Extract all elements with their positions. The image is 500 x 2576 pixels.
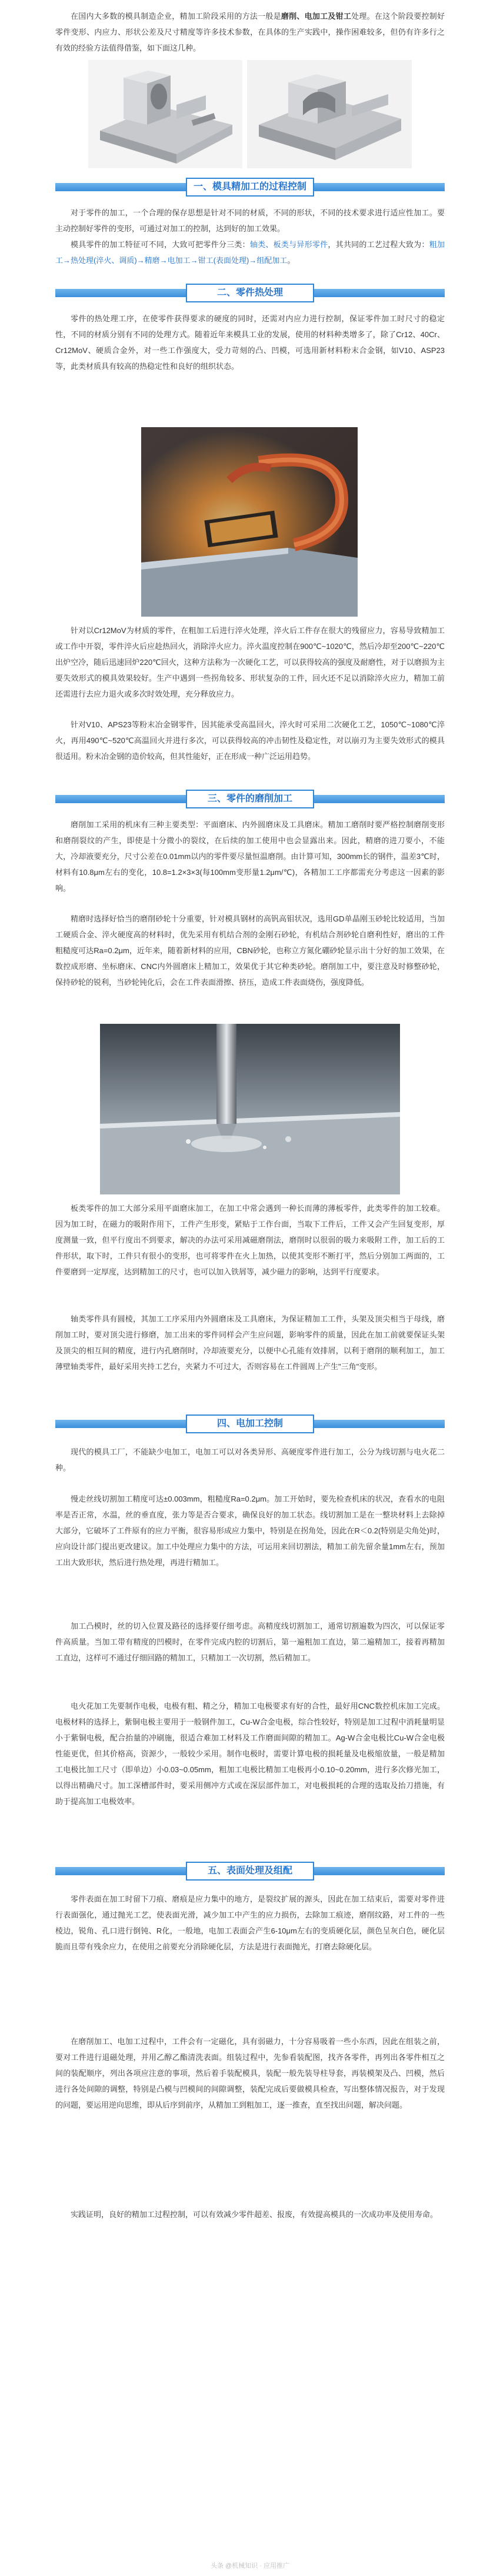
s3-paragraph-4: 轴类零件具有圆棱，其加工工序采用内外圆磨床及工具磨床，为保证精加工工件，头架及顶尖相当于母线，磨削加工时，要对顶尖进行修磨，加工出来的零件同样会产生应问题，影响零件的质量，因此在加工前就要保证头架及顶尖的相互间的精度，进行内孔磨削时，冷却液要充分，以便中心孔能有效排屑，以利于磨削的顺利加工，加工薄壁轴类零件，最好采用夹持工艺台，夹紧力不可过大，否则容易在工件圆周上产生"三角"变形。 bbox=[55, 1314, 445, 1371]
s2-paragraph-1: 零件的热处理工序，在使零件获得要求的硬度的同时，还需对内应力进行控制，保证零件加工时尺寸的稳定性，不同的材质分别有不同的处理方式。随着近年来模具工业的发展，使用的材料种类增多了，除了Cr12、40Cr、Cr12MoV、硬质合金外，对一些工作强度大，受力苛刻的凸、凹模，可选用新材料粉末合金钢，如V10、ASP23等，此类材质具有较高的热稳定性和良好的组织状态。 bbox=[55, 314, 445, 371]
watermark: 头条 @机械知识 · 应用推广 bbox=[211, 2562, 289, 2570]
section-heading-5 bbox=[55, 1858, 445, 1884]
mold-part-photo-right bbox=[247, 60, 412, 168]
s4-paragraph-4: 电火花加工先要制作电极，电极有粗、精之分，精加工电极要求有好的合性，最好用CNC数控机床加工完成。电极材料的选择上，紫铜电极主要用于一般钢件加工，Cu-W合金电极，综合性较好，特别是加工过程中消耗量明显小于紫铜电极，配合抬量的冲刷施，很适合难加工材料及工作磨面间隙的精加工。Ag-W合金电极比Cu-W合金电极性能更优，但其价格高，资源少，一般较少采用。制作电极时，需要计算电极的损耗量及电极缩放量，一般是精加工电极比加工尺寸（即单边）小0.03~0.05mm，粗加工电极比精加工电极再小0.10~0.20mm，进行多次修光加工，以得出精确尺寸。加工深槽部件时，要采用侧冲方式或在深层部件加工，对电极损耗的合理的选取及抬刀措施，有助于提高加工电极效率。 bbox=[55, 1702, 445, 1806]
section-heading-4 bbox=[55, 1411, 445, 1437]
intro-paragraph: 在国内大多数的模具制造企业，精加工阶段采用的方法一般是磨削、电加工及钳工处理。在这个阶段要控制好零件变形、内应力、形状公差及尺寸精度等许多技术参数，在具体的生产实践中，操作困难较多，但仍有许多行之有效的经验方法值得借鉴，如下面这几种。 bbox=[55, 12, 445, 52]
section-title: 二、零件热处理 bbox=[216, 288, 283, 298]
s1-paragraph-2: 模具零件的加工特征可不同，大致可把零件分三类：轴类、板类与异形零件，其共同的工艺过程大致为：粗加工→热处理(淬火、调质)→精磨→电加工→钳工(表面处理)→组配加工。 bbox=[55, 240, 445, 265]
mold-part-photo-left bbox=[88, 60, 242, 168]
s3-paragraph-3: 板类零件的加工大部分采用平面磨床加工，在加工中常会遇到一种长而薄的薄板零件，此类零件的加工较难。因为加工时，在磁力的吸附作用下，工件产生形变，紧贴于工作台面，当取下工件后，工件又会产生回复变形，厚度测量一致，但平行度出不到要求，解决的办法可采用减磁磨削法，磨削时以很弱的吸力来吸附工件，加工后的工件形状，取下时，工件只有很小的变形，也可将零件在火上加热，以使其变形不断打平，然后分别加工两面的，工件要磨到一定厚度，达到精加工的尺寸，也可以加入铁屑等，减少磁力的影响，达到平行度要求。 bbox=[55, 1204, 445, 1276]
section-title: 三、零件的磨削加工 bbox=[207, 794, 292, 804]
s4-paragraph-2: 慢走丝线切割加工精度可达±0.003mm，粗糙度Ra=0.2μm。加工开始时，要先检查机床的状况，查看水的电阻率是否正常，水温，丝的垂直度，张力等是否合要求，确保良好的加工状态。线切割加工是在一整块材料上去除掉大部分，它破坏了工件原有的应力平衡，很容易形成应力集中，特别是在拐角处，因此在R＜0.2(特别是尖角处)时，应向设计部门提出更改建议。加工中处理应力集中的方法，可运用来回切割法，精加工前先留余量1mm左右，预加工出大致形状，然后进行热处理，再进行精加工。 bbox=[55, 1495, 445, 1567]
s2-paragraph-2: 针对以Cr12MoV为材质的零件，在粗加工后进行淬火处理，淬火后工件存在很大的残留应力，容易导致精加工或工作中开裂，零件淬火后应趁热回火，消除淬火应力。淬火温度控制在900℃~1020℃，然后冷却至200℃~220℃出炉空冷，随后迅速回炉220℃回火，这种方法称为一次硬化工艺，可以获得较高的强度及耐磨性，对于以磨损为主要失效形式的模具效果较好。生产中遇到一些拐角较多、形状复杂的工件，回火还不足以消除淬火应力，精加工前还需进行去应力退火或多次时效处理，充分释放应力。 bbox=[55, 626, 445, 698]
grinding-photo bbox=[100, 1024, 400, 1194]
s2-paragraph-3: 针对V10、APS23等粉末冶金钢零件，因其能承受高温回火，淬火时可采用二次硬化工艺，1050℃~1080℃淬火，再用490℃~520℃高温回火并进行多次，可以获得较高的冲击韧性及稳定性，对以崩刃为主要失效形式的模具很适用。粉末冶金钢的造价较高，但其性能好，正在形成一种广泛运用趋势。 bbox=[55, 720, 445, 761]
s4-paragraph-1: 现代的模具工厂，不能缺少电加工，电加工可以对各类异形、高硬度零件进行加工，公分为线切割与电火花二种。 bbox=[55, 1447, 445, 1472]
section-title: 四、电加工控制 bbox=[216, 1419, 283, 1429]
s5-paragraph-2: 在磨削加工、电加工过程中，工件会有一定磁化，具有弱磁力，十分容易吸着一些小东西，因此在组装之前，要对工件进行退磁处理，并用乙醇乙酯清洗表面。组装过程中，先参看装配图，找齐各零件，再列出各零件相互之间的装配顺序，列出各项应注意的事项，然后着手装配模具，装配一般先装导柱导套，再装模架及凸、凹模，然后进行各处间隙的调整，特别是凸模与凹模间的间隙调整，装配完成后要做模具检查，写出整体情况报告，对于发现的问题，要运用逆向思维，即从后序到前序，从精加工到粗加工，逐一推查，直至找出问题，解决问题。 bbox=[55, 2037, 445, 2109]
section-title: 五、表面处理及组配 bbox=[207, 1866, 292, 1876]
section-title: 一、模具精加工的过程控制 bbox=[193, 182, 306, 192]
heat-treatment-photo bbox=[141, 427, 358, 617]
s5-paragraph-1: 零件表面在加工时留下刀痕、磨痕是应力集中的地方，是裂纹扩展的源头，因此在加工结束后，需要对零件进行表面强化，通过抛光工艺，使表面光滑，减少加工中产生的应力损伤，去除加工痕迹，磨削纹路，对工件的一些棱边，锐角、孔口进行倒钝、R化，一般地，电加工表面会产生6-10μm左右的变质硬化层，颜色呈灰白色，硬化层脆而且带有残余应力，在使用之前要充分消除硬化层，方法是进行表面抛光，打磨去除硬化层。 bbox=[55, 1895, 445, 1951]
section-heading-2 bbox=[55, 280, 445, 306]
s3-paragraph-2: 精磨时选择好恰当的磨削砂轮十分重要，针对模具钢材的高钒高钼状况，选用GD单晶刚玉砂轮比较适用，当加工硬质合金、淬火硬度高的材料时，优先采用有机结合剂的金刚石砂轮，有机结合剂砂轮自磨利性好，磨出的工件粗糙度可达Ra=0.2μm，近年来，随着新材料的应用，CBN砂轮，也称立方氮化硼砂轮显示出十分好的加工效果，在数控成形磨、坐标磨床、CNC内外圆磨床上精加工，效果优于其它种类砂轮。磨削加工中，要注意及时修整砂轮，保持砂轮的锐利，当砂轮钝化后，会在工件表面滑擦、挤压，造成工件表面烧伤，强度降低。 bbox=[55, 914, 445, 987]
s5-paragraph-3: 实践证明，良好的精加工过程控制，可以有效减少零件超差、报废，有效提高模具的一次成功率及使用寿命。 bbox=[71, 2210, 438, 2219]
s1-paragraph-1: 对于零件的加工，一个合理的保存思想是针对不同的材质，不同的形状，不同的技术要求进行适应性加工。要主动控制好零件的变形，可通过对加工的控制，达到好的加工效果。 bbox=[55, 208, 445, 233]
section-heading-3 bbox=[55, 786, 445, 812]
s3-paragraph-1: 磨削加工采用的机床有三种主要类型：平面磨床、内外圆磨床及工具磨床。精加工磨削时要严格控制磨削变形和磨削裂纹的产生，即使是十分微小的裂纹，在后续的加工使用中也会显露出来。因此，精磨的进刀要小，不能大，冷却液要充分，尺寸公差在0.01mm以内的零件要尽量恒温磨削。由计算可知，300mm长的钢件，温差3℃时，材料有10.8μm左右的变化，10.8=1.2×3×3(每100mm变形量1.2μm/℃)，各精加工工序都需充分考虑这一因素的影响。 bbox=[55, 820, 445, 893]
s4-paragraph-3: 加工凸模时，丝的切入位置及路径的选择要仔细考虑。高精度线切割加工，通常切割遍数为四次，可以保证零件高质量。当加工带有精度的凹模时，在零件完成内腔的切割后，第一遍粗加工直边，第二遍精加工，接着再精加工直边，这样可不通过仔细回路的精加工，只精加工一次切割，然后精加工。 bbox=[55, 1622, 445, 1662]
section-heading-1 bbox=[55, 174, 445, 200]
